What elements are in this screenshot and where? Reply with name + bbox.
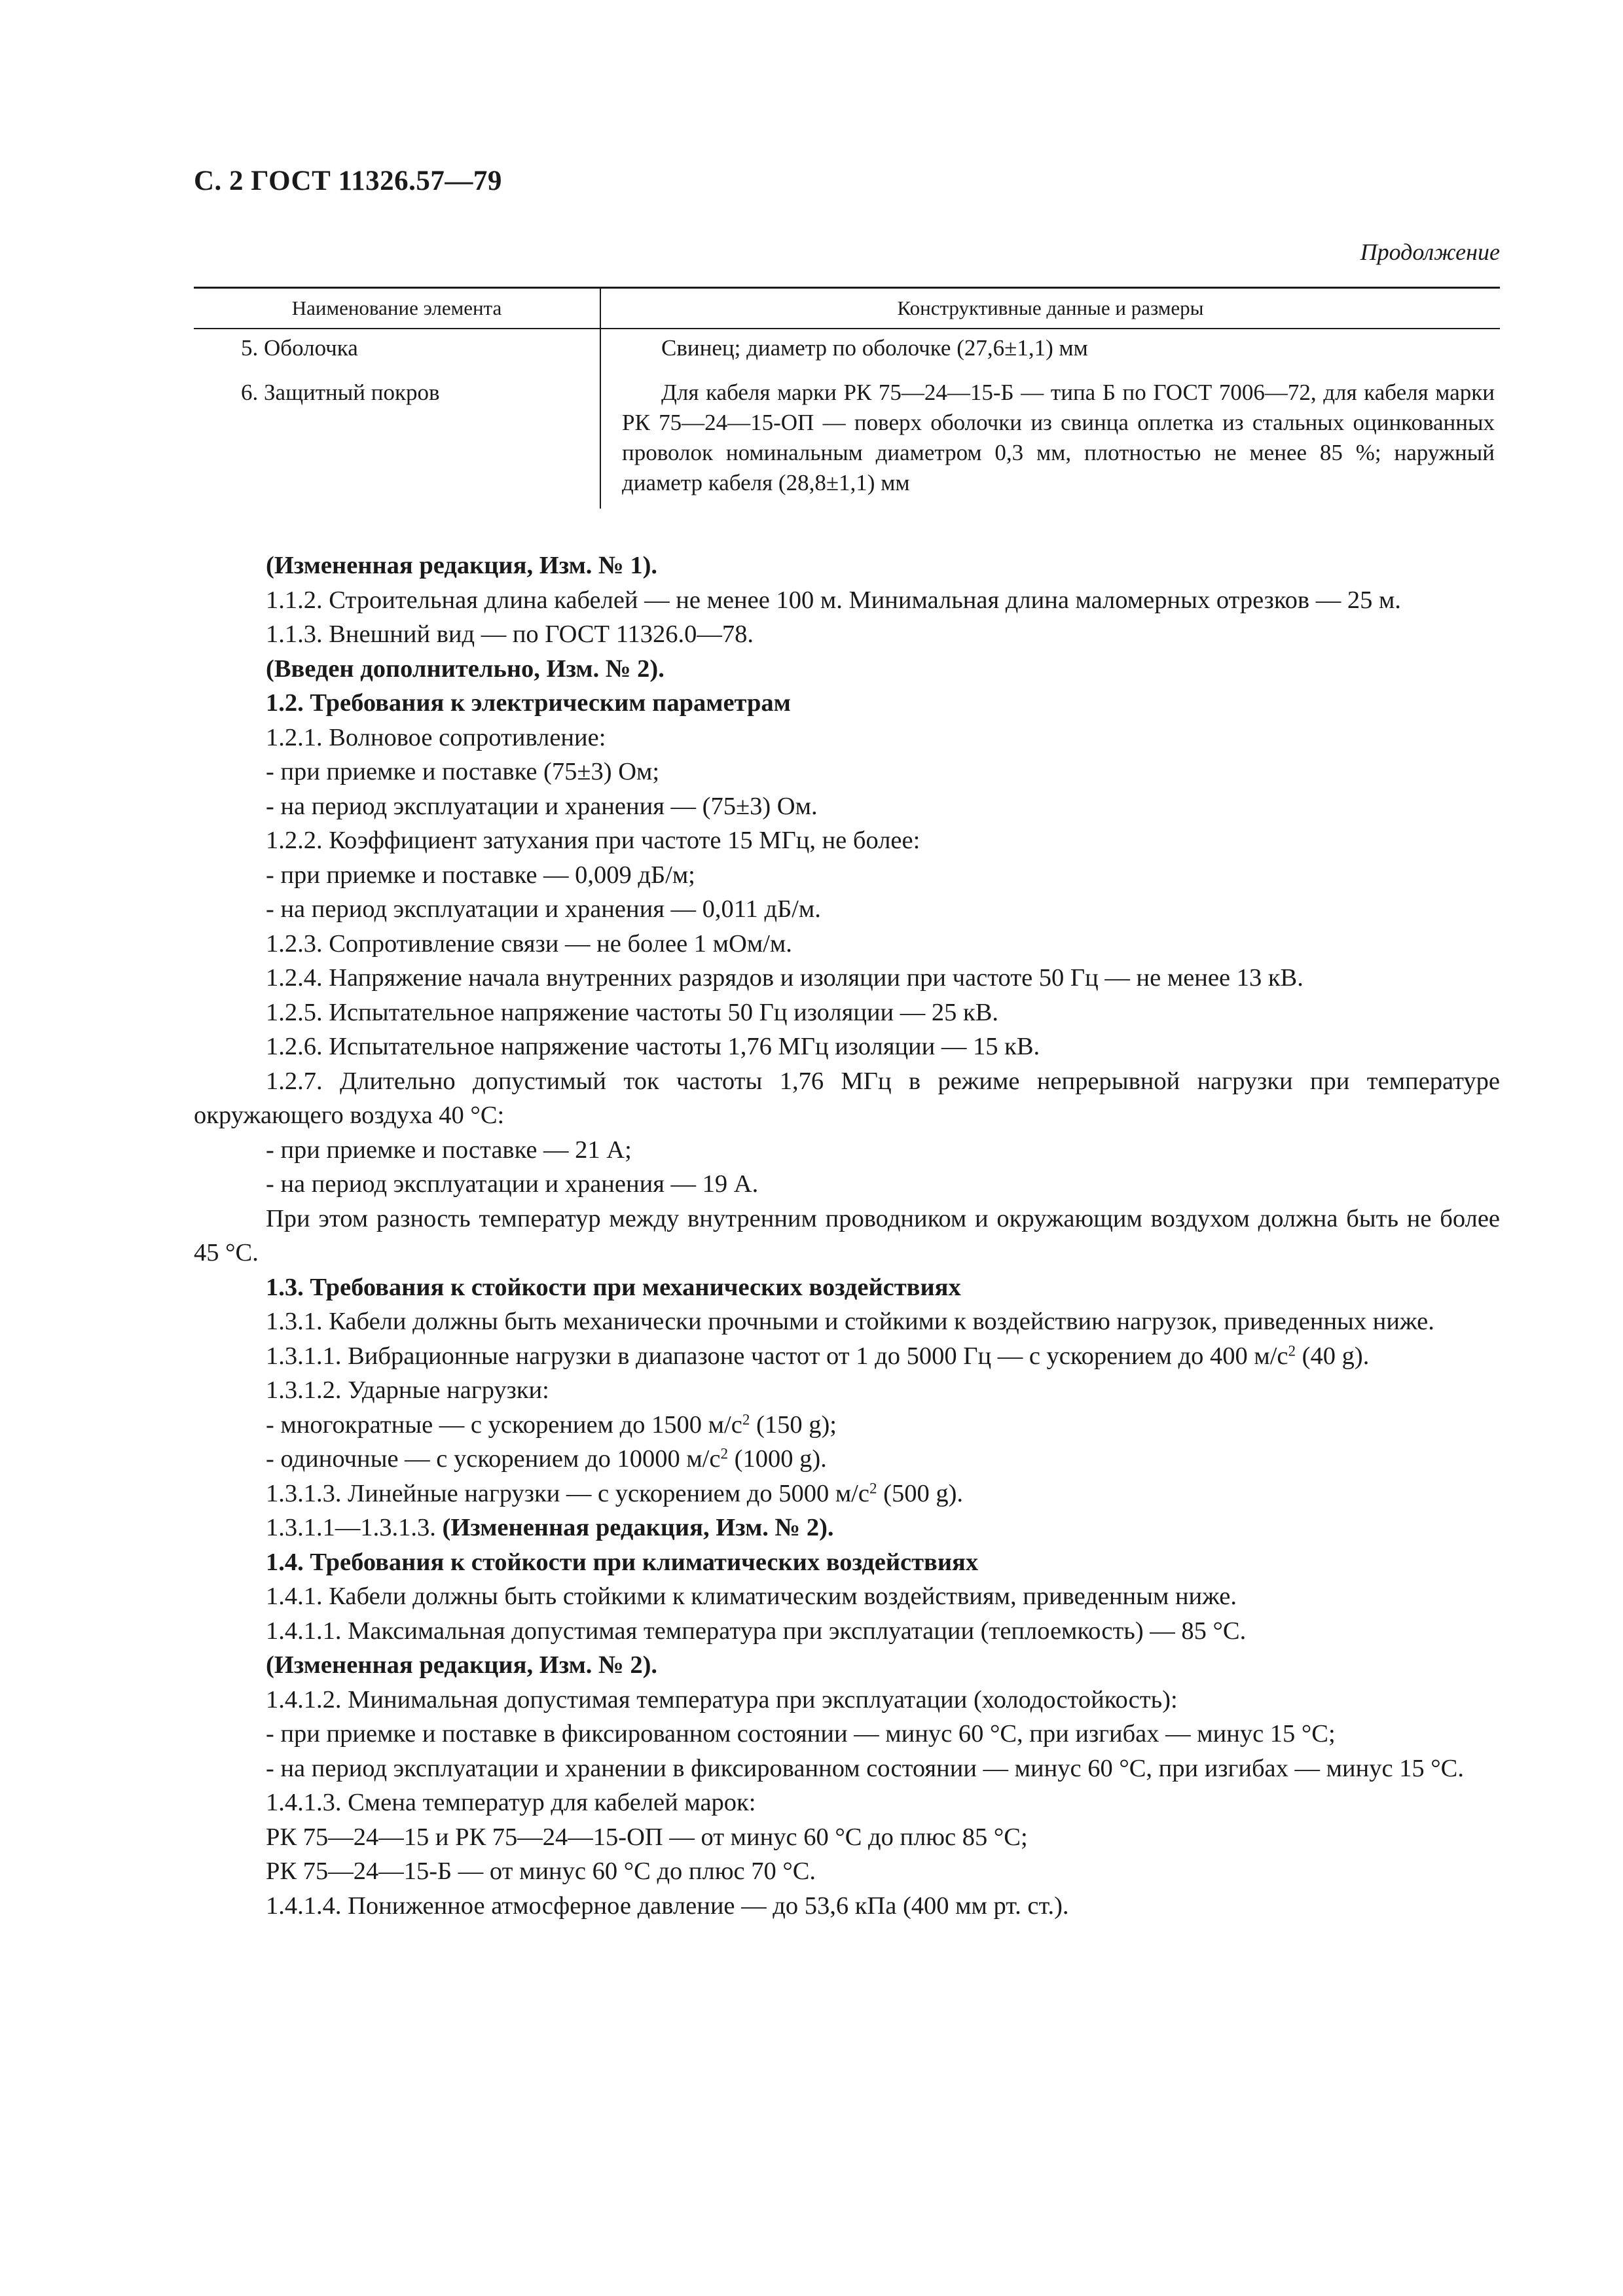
paragraph: 1.3.1.1. Вибрационные нагрузки в диапазоне частот от 1 до 5000 Гц — с ускорением до 400 $м/с^2$ (40 g). bbox=[266, 1341, 1370, 1370]
paragraph: 1.2.7. Длительно допустимый ток частоты 1,76 МГц в режиме непрерывной нагрузки при температуре окружающего воздуха 40 °С: bbox=[194, 1067, 1500, 1129]
list-item: РК 75—24—15 и РК 75—24—15-ОП — от минус 60 °С до плюс 85 °С; bbox=[266, 1823, 1028, 1851]
paragraph: 1.3.1. Кабели должны быть механически прочными и стойкими к воздействию нагрузок, приведенных ниже. bbox=[266, 1308, 1434, 1335]
list-item: - при приемке и поставке — 21 А; bbox=[266, 1136, 632, 1164]
paragraph: 1.3.1.2. Ударные нагрузки: bbox=[266, 1376, 549, 1404]
continuation-label: Продолжение bbox=[1360, 239, 1500, 265]
list-item: - на период эксплуатации и хранении в фиксированном состоянии — минус 60 °С, при изгибах — минус 15 °С. bbox=[266, 1754, 1464, 1782]
column-header-data: Конструктивные данные и размеры bbox=[600, 289, 1500, 328]
list-item: - при приемке и поставке (75±3) Ом; bbox=[266, 758, 660, 785]
column-header-element: Наименование элемента bbox=[291, 296, 502, 319]
paragraph: 1.1.2. Строительная длина кабелей — не менее 100 м. Минимальная длина маломерных отрезков — 25 м. bbox=[266, 586, 1401, 614]
amendment-note: (Измененная редакция, Изм. № 1). bbox=[266, 552, 658, 579]
list-item: - на период эксплуатации и хранения — 0,011 дБ/м. bbox=[266, 895, 821, 923]
paragraph: 1.4.1.4. Пониженное атмосферное давление — до 53,6 кПа (400 мм рт. ст.). bbox=[266, 1892, 1069, 1920]
paragraph: 1.2.2. Коэффициент затухания при частоте 15 МГц, не более: bbox=[266, 827, 921, 854]
section-heading: 1.3. Требования к стойкости при механических воздействиях bbox=[266, 1273, 961, 1301]
spec-table bbox=[194, 287, 1500, 509]
table-row-name: 5. Оболочка bbox=[241, 335, 358, 361]
document-body bbox=[194, 548, 1500, 1923]
paragraph: 1.4.1.2. Минимальная допустимая температура при эксплуатации (холодостойкость): bbox=[266, 1685, 1178, 1713]
paragraph: 1.4.1.1. Максимальная допустимая температура при эксплуатации (теплоемкость) — 85 °С. bbox=[266, 1617, 1247, 1645]
list-item: - одиночные — с ускорением до 10000 $м/с^2$ (1000 g). bbox=[266, 1444, 827, 1473]
paragraph: 1.2.6. Испытательное напряжение частоты 1,76 МГц изоляции — 15 кВ. bbox=[266, 1033, 1040, 1060]
table-row-name: 6. Защитный покров bbox=[241, 380, 440, 405]
paragraph: 1.2.5. Испытательное напряжение частоты 50 Гц изоляции — 25 кВ. bbox=[266, 998, 999, 1026]
list-item: - при приемке и поставке в фиксированном состоянии — минус 60 °С, при изгибах — минус 15 °С; bbox=[266, 1720, 1336, 1748]
table-body bbox=[194, 329, 1500, 509]
list-item: - многократные — с ускорением до 1500 $м/с^2$ (150 g); bbox=[266, 1410, 837, 1439]
section-heading: 1.4. Требования к стойкости при климатических воздействиях bbox=[266, 1548, 979, 1576]
paragraph: 1.2.1. Волновое сопротивление: bbox=[266, 723, 606, 751]
list-item: - на период эксплуатации и хранения — 19 А. bbox=[266, 1170, 759, 1198]
paragraph: 1.3.1.3. Линейные нагрузки — с ускорением до 5000 $м/с^2$ (500 g). bbox=[266, 1479, 964, 1507]
paragraph: При этом разность температур между внутренним проводником и окружающим воздухом должна быть не более 45 °С. bbox=[194, 1204, 1500, 1266]
list-item: РК 75—24—15-Б — от минус 60 °С до плюс 70 °С. bbox=[266, 1857, 816, 1885]
table-header bbox=[194, 289, 1500, 329]
paragraph: 1.2.3. Сопротивление связи — не более 1 мОм/м. bbox=[266, 929, 792, 958]
paragraph: 1.4.1. Кабели должны быть стойкими к климатическим воздействиям, приведенным ниже. bbox=[266, 1583, 1237, 1610]
page-header: С. 2 ГОСТ 11326.57—79 bbox=[194, 166, 502, 196]
amendment-note: (Введен дополнительно, Изм. № 2). bbox=[266, 655, 665, 683]
list-item: - на период эксплуатации и хранения — (75±3) Ом. bbox=[266, 792, 818, 820]
amendment-note: 1.3.1.1—1.3.1.3. (Измененная редакция, Изм. № 2). bbox=[266, 1514, 834, 1541]
list-item: - при приемке и поставке — 0,009 дБ/м; bbox=[266, 861, 695, 889]
amendment-note: (Измененная редакция, Изм. № 2). bbox=[266, 1651, 658, 1679]
paragraph: 1.1.3. Внешний вид — по ГОСТ 11326.0—78. bbox=[266, 620, 754, 648]
table-row-value: Для кабеля марки РК 75—24—15-Б — типа Б по ГОСТ 7006—72, для кабеля марки РК 75—24—15-ОП — поверх оболочки из свинца оплетка из стальных оцинкованных проволок номинальным диаметром 0,3 мм, плотностью не менее 85 %; наружный диаметр кабеля (28,8±1,1) мм bbox=[622, 380, 1495, 495]
paragraph: 1.4.1.3. Смена температур для кабелей марок: bbox=[266, 1789, 756, 1816]
section-heading: 1.2. Требования к электрическим параметрам bbox=[266, 689, 791, 717]
paragraph: 1.2.4. Напряжение начала внутренних разрядов и изоляции при частоте 50 Гц — не менее 13 кВ. bbox=[266, 964, 1304, 992]
table-row-value: Свинец; диаметр по оболочке (27,6±1,1) мм bbox=[661, 335, 1088, 361]
